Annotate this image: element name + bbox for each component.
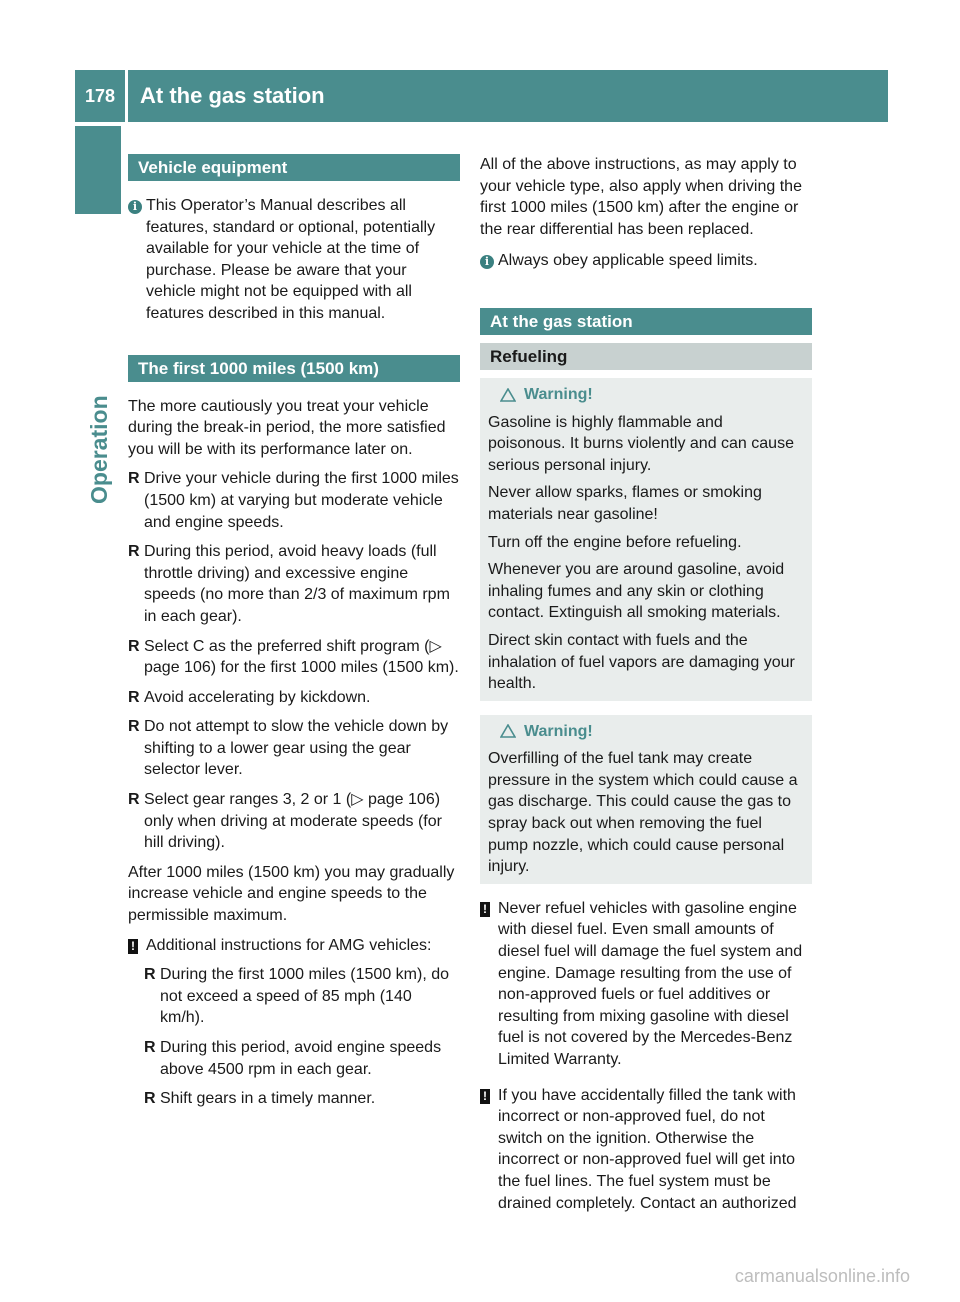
warning-paragraph: Direct skin contact with fuels and the inhalation of fuel vapors are damaging your health. (488, 631, 795, 693)
caution-icon: ! (480, 902, 490, 917)
warning-box (480, 378, 812, 701)
section-heading-first-miles: The first 1000 miles (1500 km) (128, 355, 460, 382)
paragraph-after: After 1000 miles (1500 km) you may gradually increase vehicle and engine speeds to the permissible maximum. (128, 863, 455, 925)
list-item: R Avoid accelerating by kickdown. (128, 688, 371, 706)
caution-note-text: Additional instructions for AMG vehicles: (146, 936, 432, 954)
side-tab-label: Operation (86, 395, 112, 504)
paragraph-replaced-engine: All of the above instructions, as may apply to your vehicle type, also apply when driving the first 1000 miles (1500 km) after the engine or the rear differential has been replaced. (480, 156, 802, 238)
caution-icon: ! (128, 939, 138, 954)
section-heading-vehicle-equipment: Vehicle equipment (128, 154, 460, 181)
page-number: 178 (75, 70, 125, 122)
info-note (128, 195, 460, 325)
right-column (480, 154, 812, 1222)
side-tab-label-box (75, 214, 121, 504)
warning-box (480, 715, 812, 884)
list-item: R During this period, avoid engine speeds above 4500 rpm in each gear. (144, 1039, 442, 1078)
caution-icon: ! (480, 1089, 490, 1104)
info-note-speed (480, 250, 812, 272)
paragraph-intro: The more cautiously you treat your vehicle during the break-in period, the more satisfied you will be with its performance later on. (128, 397, 446, 458)
list-item: R Drive your vehicle during the first 1000 miles (1500 km) at varying but moderate vehicle and engine speeds. (128, 470, 459, 531)
warning-paragraph: Gasoline is highly flammable and poisonous. It burns violently and can cause serious personal injury. (488, 413, 794, 474)
caution-note (480, 898, 812, 1071)
warning-paragraph: Whenever you are around gasoline, avoid inhaling fumes and any skin or clothing contact. Extinguish all smoking materials. (488, 561, 785, 622)
warning-label: Warning! (524, 385, 593, 403)
info-icon: i (480, 255, 494, 269)
left-column (128, 154, 460, 1118)
list-item: R Do not attempt to slow the vehicle down by shifting to a lower gear using the gear selector lever. (128, 718, 449, 779)
side-tab-bar (75, 126, 121, 214)
caution-note-text: Never refuel vehicles with gasoline engine with diesel fuel. Even small amounts of diesel fuel will damage the fuel system and engine. Damage resulting from the use of non-approved fuels or fuel additives or resulting from mixing gasoline with diesel fuel is not covered by the Mercedes-Benz Limited Warranty. (498, 899, 803, 1068)
list-item: R Select gear ranges 3, 2 or 1 (▷ page 106) only when driving at moderate speeds (for hill driving). (128, 791, 442, 852)
warning-label: Warning! (524, 722, 593, 740)
warning-header (488, 721, 804, 743)
info-note-text: This Operator’s Manual describes all features, standard or optional, potentially available for your vehicle at the time of purchase. Please be aware that your vehicle might not be equipped with all features described in this manual. (146, 197, 436, 322)
warning-paragraph: Overfilling of the fuel tank may create pressure in the system which could cause a gas discharge. This could cause the gas to spray back out when removing the fuel pump nozzle, which could cause personal injury. (488, 750, 798, 876)
list-item: R During this period, avoid heavy loads (full throttle driving) and excessive engine speeds (no more than 2/3 of maximum rpm in each gear). (128, 543, 450, 625)
warning-paragraph: Turn off the engine before refueling. (488, 533, 742, 551)
info-icon: i (128, 200, 142, 214)
caution-note-amg (128, 935, 460, 957)
caution-note-text: If you have accidentally filled the tank with incorrect or non-approved fuel, do not switch on the ignition. Otherwise the incorrect or non-approved fuel will get into the fuel lines. The fuel system must be drained completely. Contact an authorized (498, 1086, 797, 1212)
warning-triangle-icon (500, 388, 516, 402)
warning-paragraph: Never allow sparks, flames or smoking materials near gasoline! (488, 484, 762, 523)
list-item: R Shift gears in a timely manner. (144, 1090, 376, 1108)
caution-note (480, 1085, 812, 1215)
info-note-text: Always obey applicable speed limits. (498, 252, 758, 270)
page-title: At the gas station (128, 70, 888, 122)
list-item: R Select C as the preferred shift program (▷ page 106) for the first 1000 miles (1500 km). (128, 637, 459, 677)
subsection-heading-refueling: Refueling (480, 343, 812, 370)
list-item: R During the first 1000 miles (1500 km), do not exceed a speed of 85 mph (140 km/h). (144, 966, 450, 1027)
section-heading-gas-station: At the gas station (480, 308, 812, 335)
watermark: carmanualsonline.info (734, 1266, 910, 1286)
warning-header (488, 384, 804, 406)
warning-triangle-icon (500, 724, 516, 738)
